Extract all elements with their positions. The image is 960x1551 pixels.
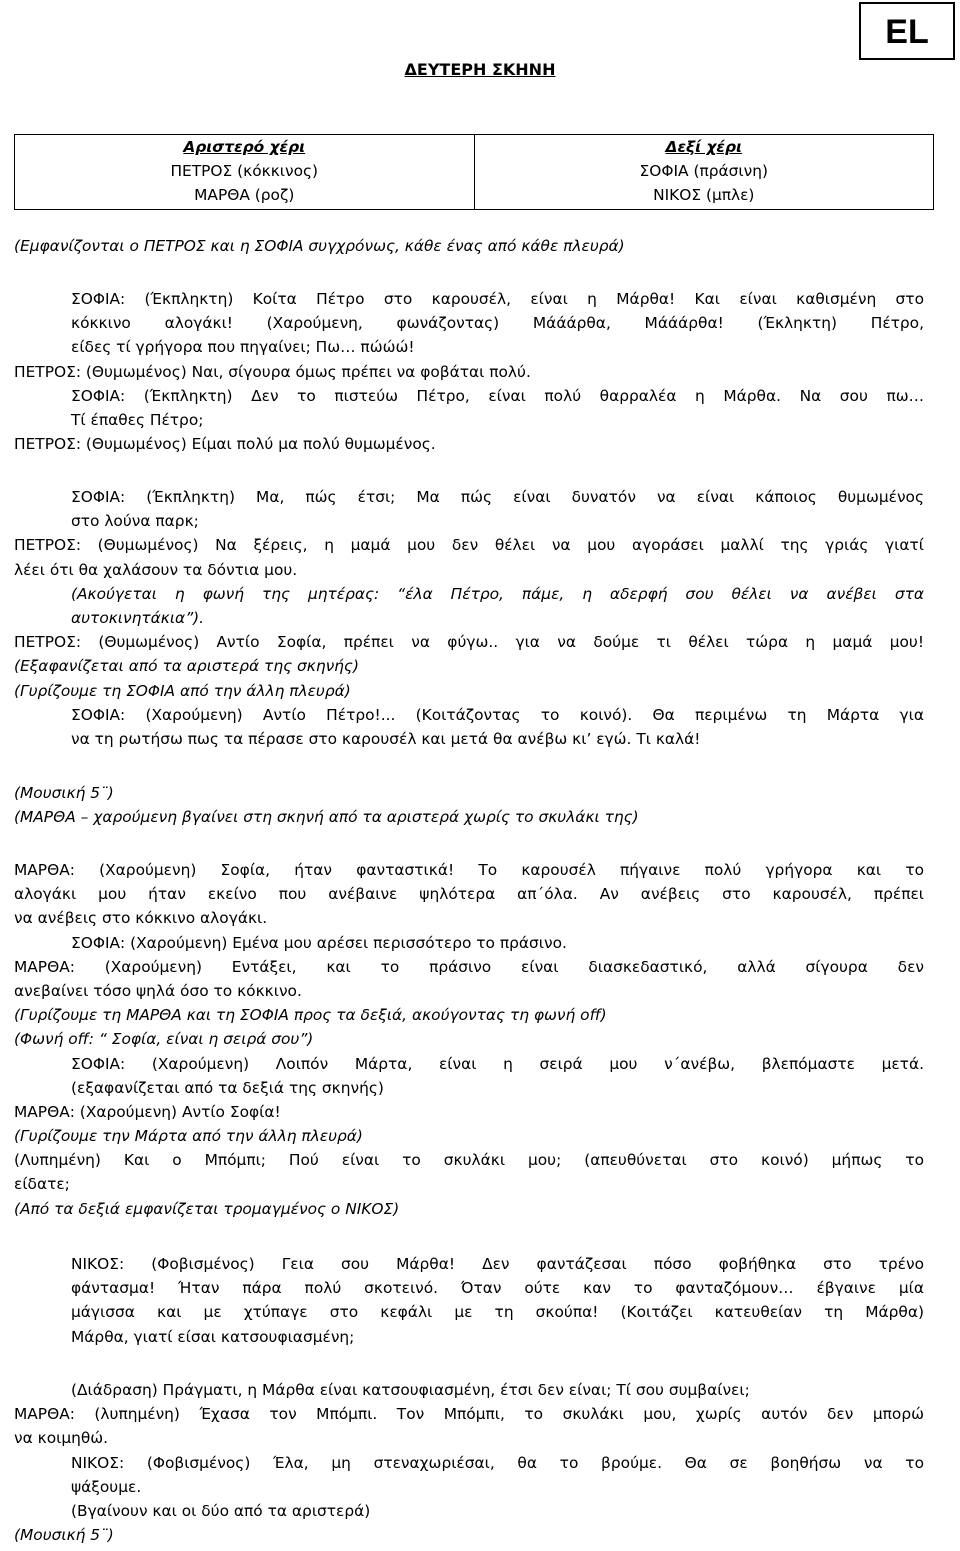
stage-direction: (Από τα δεξιά εμφανίζεται τρομαγμένος ο ΝΙΚΟΣ) xyxy=(14,1199,400,1218)
dialogue-line: ΣΟΦΙΑ: (Έκπληκτη) Δεν το πιστεύω Πέτρο, είναι πολύ θαρραλέα η Μάρθα. Να σου πω… xyxy=(71,386,924,405)
left-hand-header: Αριστερό χέρι xyxy=(183,138,306,156)
right-hand-cell xyxy=(474,135,934,210)
dialogue-line: ΣΟΦΙΑ: (Χαρούμενη) Εμένα μου αρέσει περισσότερο το πράσινο. xyxy=(71,933,567,952)
dialogue-block-2 xyxy=(14,287,924,456)
stage-direction: (Γυρίζουμε την Μάρτα από την άλλη πλευρά) xyxy=(14,1127,363,1146)
dialogue-line: ΣΟΦΙΑ: (Έκπληκτη) Μα, πώς έτσι; Μα πώς είναι δυνατόν να είναι κάποιος θυμωμένος xyxy=(71,488,924,506)
stage-direction: (Φωνή off: “ Σοφία, είναι η σειρά σου”) xyxy=(14,1030,314,1049)
stage-direction: (εξαφανίζεται από τα δεξιά της σκηνής) xyxy=(71,1078,384,1097)
dialogue-line: Τί έπαθες Πέτρο; xyxy=(71,410,204,429)
dialogue-block-3 xyxy=(14,485,924,751)
dialogue-line: ΣΟΦΙΑ: (Χαρούμενη) Λοιπόν Μάρτα, είναι η σειρά μου ν΄ανέβω, βλεπόμαστε μετά. xyxy=(71,1054,924,1073)
cast-table xyxy=(14,134,934,210)
dialogue-line: να τη ρωτήσω πως τα πέρασε στο καρουσέλ και μετά θα ανέβω κι’ εγώ. Τι καλά! xyxy=(71,729,701,748)
dialogue-line: αλογάκι μου ήταν εκείνο που ανέβαινε ψηλότερα απ΄όλα. Αν ανέβεις στο καρουσέλ, πρέπει xyxy=(14,885,924,904)
dialogue-line: ΠΕΤΡΟΣ: (Θυμωμένος) Ναι, σίγουρα όμως πρέπει να φοβάται πολύ. xyxy=(14,362,531,381)
dialogue-line: μάγισσα και με χτύπαγε στο κεφάλι με τη σκούπα! (Κοιτάζει κατευθείαν τη Μάρθα) xyxy=(71,1303,924,1322)
dialogue-line: στο λούνα παρκ; xyxy=(71,512,199,531)
dialogue-block-1 xyxy=(14,234,924,258)
cast-item-nikos: ΝΙΚΟΣ (μπλε) xyxy=(653,186,755,204)
left-hand-cell xyxy=(15,135,475,210)
cast-item-sofia: ΣΟΦΙΑ (πράσινη) xyxy=(639,162,768,180)
dialogue-line: να κοιμηθώ. xyxy=(14,1429,109,1448)
stage-direction: (ΜΑΡΘΑ – χαρούμενη βγαίνει στη σκηνή από τα αριστερά χωρίς το σκυλάκι της) xyxy=(14,808,639,827)
dialogue-line: ΠΕΤΡΟΣ: (Θυμωμένος) Είμαι πολύ μα πολύ θυμωμένος. xyxy=(14,435,436,454)
dialogue-line: λέει ότι θα χαλάσουν τα δόντια μου. xyxy=(14,560,298,579)
language-badge: EL xyxy=(859,2,955,60)
dialogue-line: ΜΑΡΘΑ: (Χαρούμενη) Εντάξει, και το πράσινο είναι διασκεδαστικό, αλλά σίγουρα δεν xyxy=(14,957,924,976)
stage-direction: αυτοκινητάκια”). xyxy=(71,608,205,627)
dialogue-line: (Διάδραση) Πράγματι, η Μάρθα είναι κατσουφιασμένη, έτσι δεν είναι; Τί σου συμβαίνει; xyxy=(71,1381,750,1399)
dialogue-line: είδατε; xyxy=(14,1175,70,1194)
stage-direction: (Εξαφανίζεται από τα αριστερά της σκηνής) xyxy=(14,657,359,676)
stage-direction: (Ακούγεται η φωνή της μητέρας: “έλα Πέτρο, πάμε, η αδερφή σου θέλει να ανέβει στα xyxy=(71,584,924,603)
dialogue-line: να ανέβεις στο κόκκινο αλογάκι. xyxy=(14,909,268,928)
dialogue-block-6 xyxy=(14,1252,924,1349)
dialogue-line: ψάξουμε. xyxy=(71,1477,142,1496)
dialogue-line: φάντασμα! Ήταν πάρα πολύ σκοτεινό. Όταν ούτε καν το φανταζόμουν… έβγαινε μία xyxy=(71,1279,924,1298)
dialogue-line: Μάρθα, γιατί είσαι κατσουφιασμένη; xyxy=(71,1327,355,1346)
cast-item-petros: ΠΕΤΡΟΣ (κόκκινος) xyxy=(170,162,319,180)
dialogue-line: ΜΑΡΘΑ: (Χαρούμενη) Αντίο Σοφία! xyxy=(14,1102,281,1121)
dialogue-line: είδες τί γρήγορα που πηγαίνει; Πω… πώώώ! xyxy=(71,338,415,357)
music-cue: (Μουσική 5¨) xyxy=(14,1526,114,1545)
dialogue-line: κόκκινο αλογάκι! (Χαρούμενη, φωνάζοντας) Μάάάρθα, Μάάάρθα! (Έκληκτη) Πέτρο, xyxy=(71,314,924,333)
dialogue-line: ΜΑΡΘΑ: (λυπημένη) Έχασα τον Μπόμπι. Τον Μπόμπι, το σκυλάκι μου, χωρίς αυτόν δεν μπορώ xyxy=(14,1405,924,1424)
stage-direction: (Γυρίζουμε τη ΜΑΡΘΑ και τη ΣΟΦΙΑ προς τα δεξιά, ακούγοντας τη φωνή off) xyxy=(14,1006,607,1025)
dialogue-line: ΜΑΡΘΑ: (Χαρούμενη) Σοφία, ήταν φανταστικά! Το καρουσέλ πήγαινε πολύ γρήγορα και το xyxy=(14,861,924,879)
dialogue-line: ανεβαίνει τόσο ψηλά όσο το κόκκινο. xyxy=(14,981,302,1000)
dialogue-line: ΠΕΤΡΟΣ: (Θυμωμένος) Αντίο Σοφία, πρέπει να φύγω.. για να δούμε τι θέλει τώρα η μαμά μου! xyxy=(14,633,924,652)
music-cue: (Μουσική 5¨) xyxy=(14,784,114,802)
right-hand-header: Δεξί χέρι xyxy=(665,138,742,156)
dialogue-line: ΝΙΚΟΣ: (Φοβισμένος) Γεια σου Μάρθα! Δεν φαντάζεσαι πόσο φοβήθηκα στο τρένο xyxy=(71,1255,924,1273)
scene-title: ΔΕΥΤΕΡΗ ΣΚΗΝΗ xyxy=(404,60,556,79)
stage-direction: (Γυρίζουμε τη ΣΟΦΙΑ από την άλλη πλευρά) xyxy=(14,681,351,700)
dialogue-line: ΠΕΤΡΟΣ: (Θυμωμένος) Να ξέρεις, η μαμά μου δεν θέλει να μου αγοράσει μαλλί της γριάς γιατί xyxy=(14,536,924,555)
cast-item-martha: ΜΑΡΘΑ (ροζ) xyxy=(194,186,295,204)
stage-direction: (Βγαίνουν και οι δύο από τα αριστερά) xyxy=(71,1501,371,1520)
dialogue-line: ΣΟΦΙΑ: (Έκπληκτη) Κοίτα Πέτρο στο καρουσέλ, είναι η Μάρθα! Και είναι καθισμένη στο xyxy=(71,290,924,308)
stage-direction: (Εμφανίζονται ο ΠΕΤΡΟΣ και η ΣΟΦΙΑ συγχρόνως, κάθε ένας από κάθε πλευρά) xyxy=(14,237,625,255)
dialogue-block-5 xyxy=(14,858,924,1221)
dialogue-block-7 xyxy=(14,1378,924,1547)
dialogue-line: (Λυπημένη) Και ο Μπόμπι; Πού είναι το σκυλάκι μου; (απευθύνεται στο κοινό) μήπως το xyxy=(14,1151,924,1170)
dialogue-line: ΝΙΚΟΣ: (Φοβισμένος) Έλα, μη στεναχωριέσαι, θα το βρούμε. Θα σε βοηθήσω να το xyxy=(71,1453,924,1472)
dialogue-line: ΣΟΦΙΑ: (Χαρούμενη) Αντίο Πέτρο!... (Κοιτάζοντας το κοινό). Θα περιμένω τη Μάρτα για xyxy=(71,705,924,724)
dialogue-block-4 xyxy=(14,781,924,829)
